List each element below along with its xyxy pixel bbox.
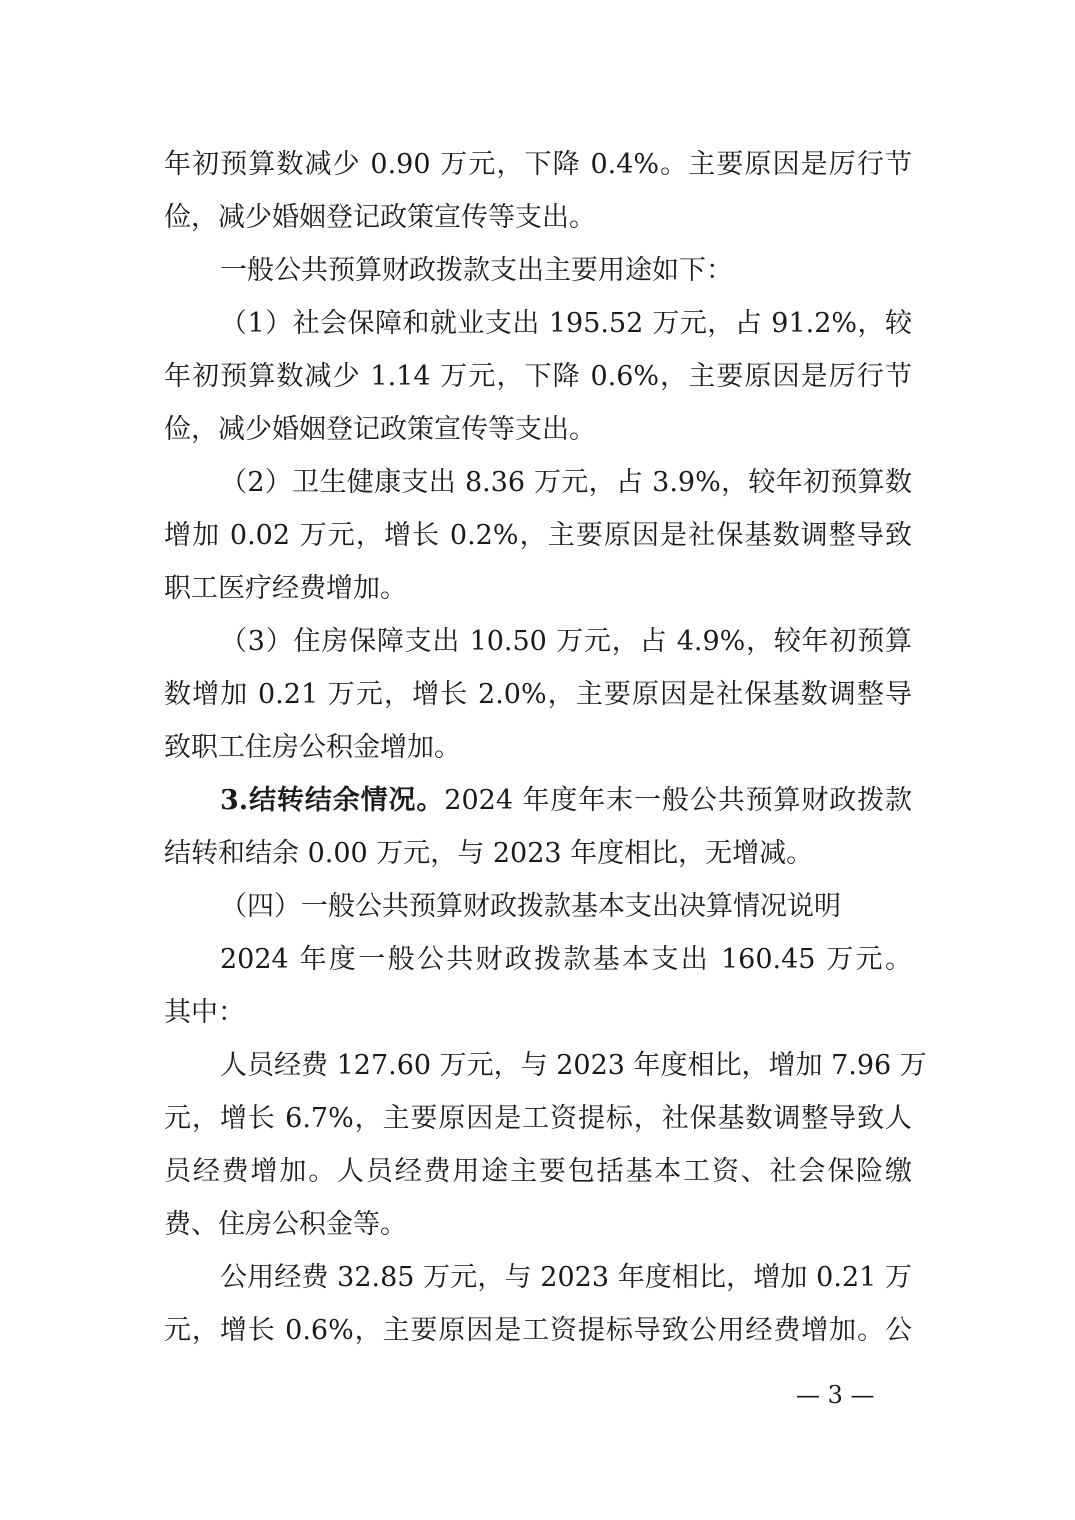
text-line: 一般公共预算财政拨款支出主要用途如下： [220,255,733,286]
text-line: 元，增长 6.7%，主要原因是工资提标，社保基数调整导致人 [164,1103,912,1134]
text-line: 2024 年度一般公共财政拨款基本支出 160.45 万元。 [220,944,912,975]
subsection-title: （四）一般公共预算财政拨款基本支出决算情况说明 [220,891,841,922]
text-line: 公用经费 32.85 万元，与 2023 年度相比，增加 0.21 万 [220,1262,912,1293]
page-number: — 3 — [796,1381,875,1409]
text-line: 结转和结余 0.00 万元，与 2023 年度相比，无增减。 [164,838,814,869]
text-line: 年初预算数减少 0.90 万元，下降 0.4%。主要原因是厉行节 [164,149,912,180]
text-line: （2）卫生健康支出 8.36 万元，占 3.9%，较年初预算数 [220,467,912,498]
text-line: 增加 0.02 万元，增长 0.2%，主要原因是社保基数调整导致 [164,520,912,551]
text-line: （3）住房保障支出 10.50 万元，占 4.9%，较年初预算 [220,626,912,657]
text-line: 俭，减少婚姻登记政策宣传等支出。 [164,414,596,445]
text-line: 年初预算数减少 1.14 万元，下降 0.6%，主要原因是厉行节 [164,361,912,392]
text-line: 费、住房公积金等。 [164,1209,407,1240]
text-line: 其中： [164,997,245,1028]
text-line: 员经费增加。人员经费用途主要包括基本工资、社会保险缴 [164,1156,912,1187]
document-body [164,138,927,1357]
text-line: 致职工住房公积金增加。 [164,732,461,763]
text-line: （1）社会保障和就业支出 195.52 万元，占 91.2%，较 [220,308,912,339]
text-line: 元，增长 0.6%，主要原因是工资提标导致公用经费增加。公 [164,1315,912,1346]
text-line: 职工医疗经费增加。 [164,573,407,604]
section-heading: 3.结转结余情况。 [220,785,445,816]
text-line: 俭，减少婚姻登记政策宣传等支出。 [164,202,596,233]
section-heading-rest: 2024 年度年末一般公共预算财政拨款 [444,785,913,816]
section-heading-line [164,774,912,827]
text-line: 数增加 0.21 万元，增长 2.0%，主要原因是社保基数调整导 [164,679,912,710]
text-line: 人员经费 127.60 万元，与 2023 年度相比，增加 7.96 万 [220,1050,927,1081]
